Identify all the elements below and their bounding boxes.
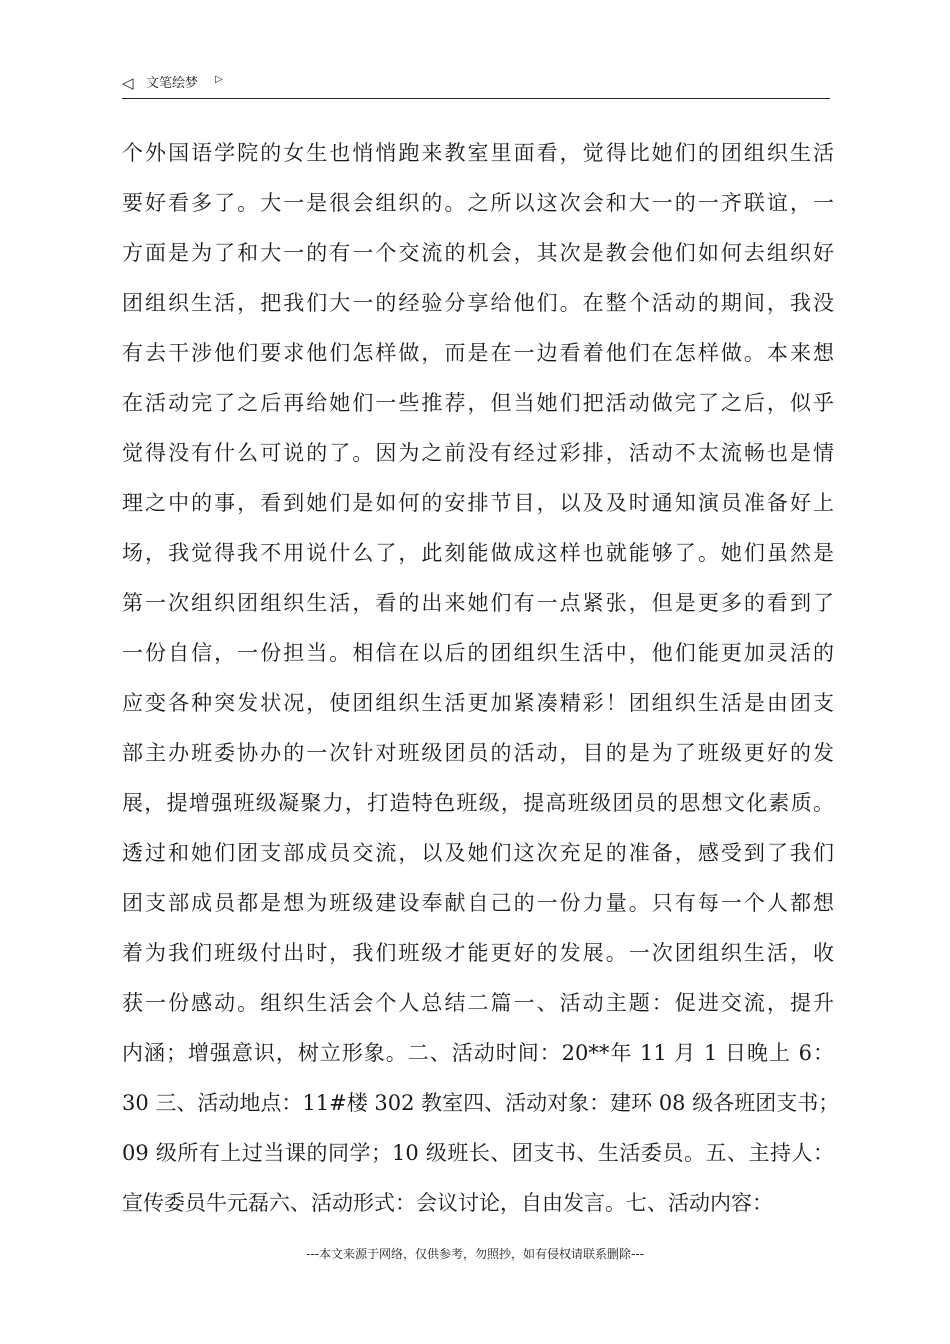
body-line: 觉得没有什么可说的了。因为之前没有经过彩排，活动不太流畅也是情	[122, 441, 834, 465]
body-line: 获一份感动。组织生活会个人总结二篇一、活动主题：促进交流，提升	[122, 991, 834, 1015]
body-line: 透过和她们团支部成员交流，以及她们这次充足的准备，感受到了我们	[122, 841, 834, 865]
body-line: 30 三、活动地点：11#楼 302 教室四、活动对象：建环 08 级各班团支书；	[122, 1091, 840, 1115]
footer-disclaimer: ---本文来源于网络，仅供参考，勿照抄，如有侵权请联系删除---	[306, 1247, 644, 1261]
body-line: 方面是为了和大一的有一个交流的机会，其次是教会他们如何去组织好	[122, 241, 834, 265]
body-line: 一份自信，一份担当。相信在以后的团组织生活中，他们能更加灵活的	[122, 641, 834, 665]
triangle-right-icon: ▷	[215, 74, 223, 85]
body-line: 理之中的事，看到她们是如何的安排节目，以及及时通知演员准备好上	[122, 491, 834, 515]
body-line: 宣传委员牛元磊六、活动形式：会议讨论，自由发言。七、活动内容：	[122, 1191, 773, 1215]
triangle-left-icon: ◁	[122, 74, 134, 92]
body-line: 要好看多了。大一是很会组织的。之所以这次会和大一的一齐联谊，一	[122, 191, 834, 215]
body-line: 在活动完了之后再给她们一些推荐，但当她们把活动做完了之后，似乎	[122, 391, 834, 415]
document-body	[122, 128, 840, 1228]
body-line: 应变各种突发状况，使团组织生活更加紧凑精彩！团组织生活是由团支	[122, 691, 834, 715]
body-line: 个外国语学院的女生也悄悄跑来教室里面看，觉得比她们的团组织生活	[122, 141, 834, 165]
body-line: 团支部成员都是想为班级建设奉献自己的一份力量。只有每一个人都想	[122, 891, 834, 915]
body-line: 展，提增强班级凝聚力，打造特色班级，提高班级团员的思想文化素质。	[122, 791, 834, 815]
body-line: 场，我觉得我不用说什么了，此刻能做成这样也就能够了。她们虽然是	[122, 541, 834, 565]
body-line: 团组织生活，把我们大一的经验分享给他们。在整个活动的期间，我没	[122, 291, 834, 315]
body-line: 部主办班委协办的一次针对班级团员的活动，目的是为了班级更好的发	[122, 741, 834, 765]
body-line: 09 级所有上过当课的同学；10 级班长、团支书、生活委员。五、主持人：	[122, 1141, 834, 1165]
body-line: 有去干涉他们要求他们怎样做，而是在一边看着他们在怎样做。本来想	[122, 341, 834, 365]
body-line: 第一次组织团组织生活，看的出来她们有一点紧张，但是更多的看到了	[122, 591, 834, 615]
body-line: 内涵；增强意识，树立形象。二、活动时间：20**年 11 月 1 日晚上 6：	[122, 1041, 834, 1065]
header-title: 文笔绘梦	[146, 76, 199, 91]
page-header	[122, 72, 830, 99]
body-line: 着为我们班级付出时，我们班级才能更好的发展。一次团组织生活，收	[122, 941, 834, 965]
